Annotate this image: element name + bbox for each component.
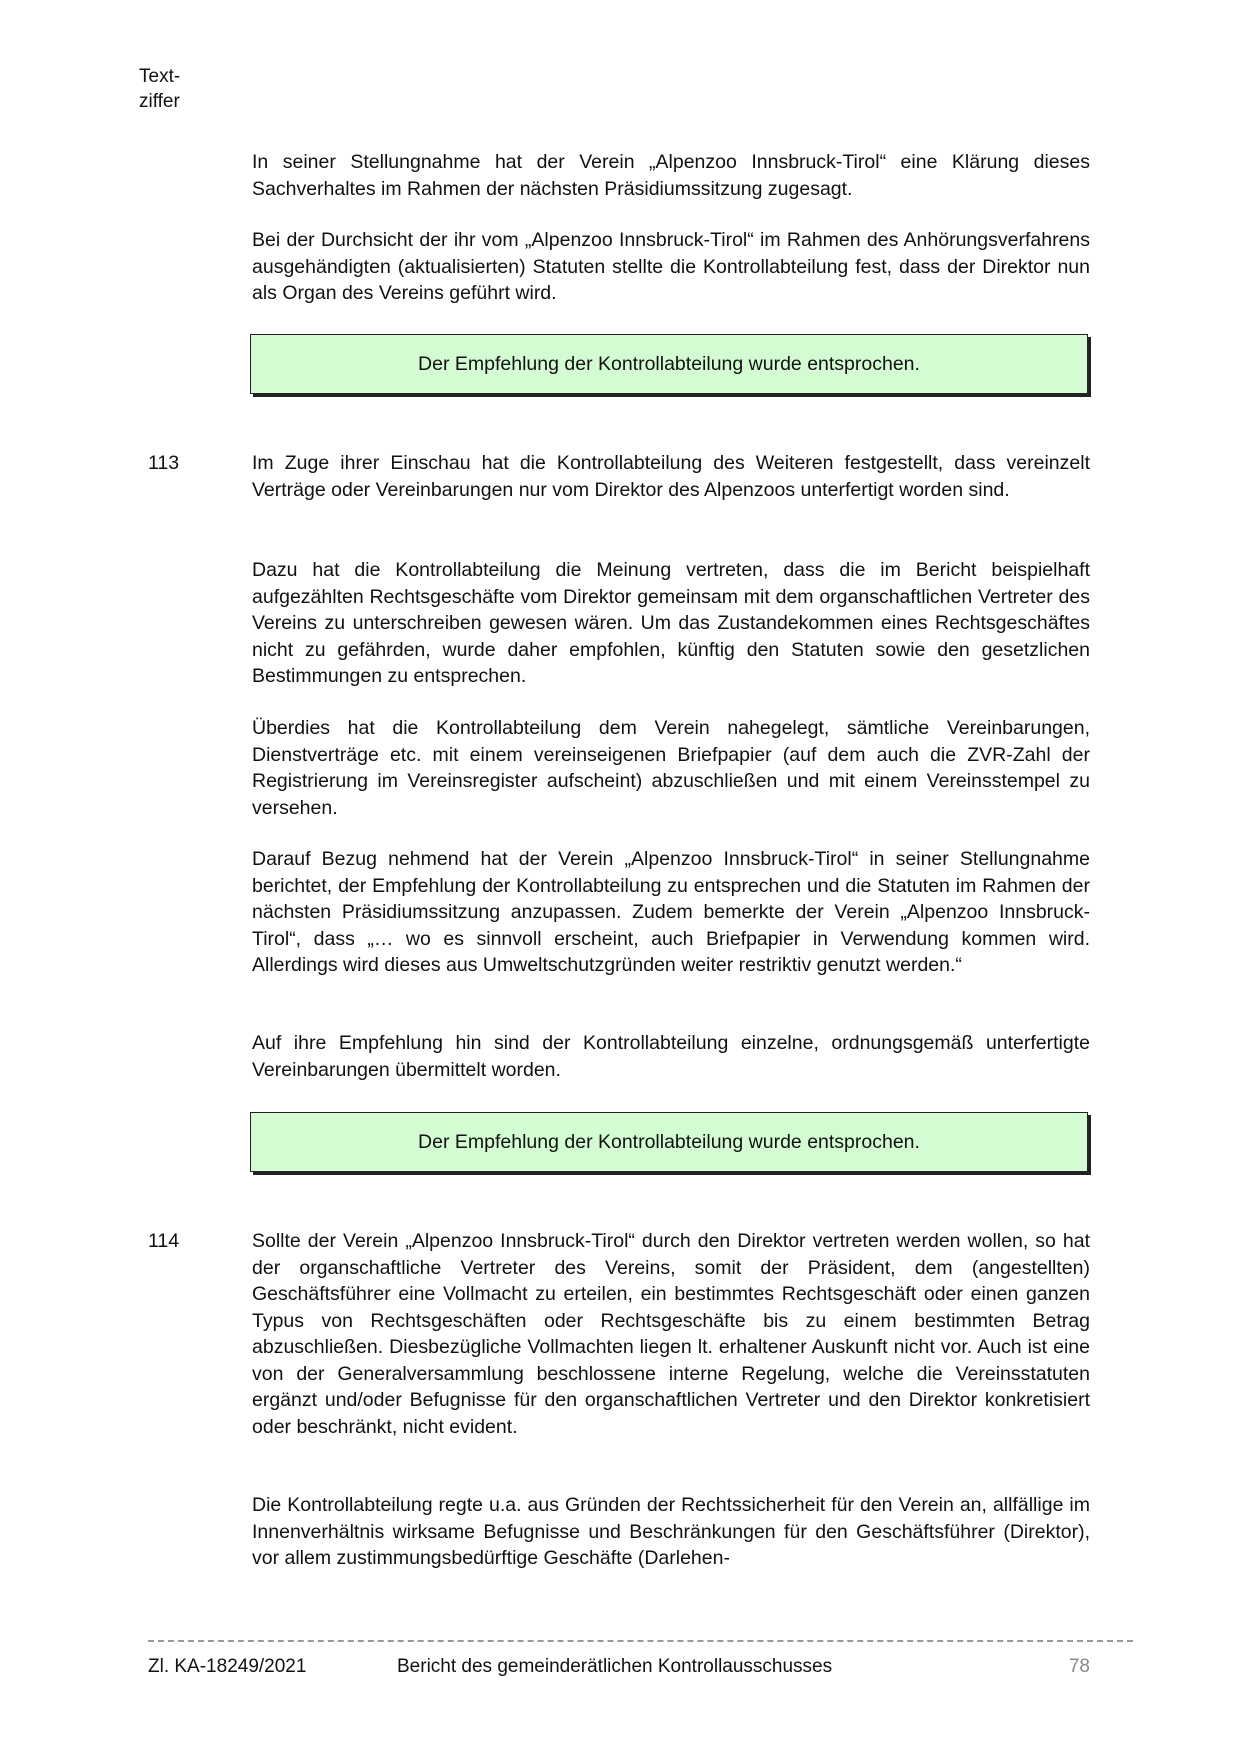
margin-label-line1: Text-	[139, 66, 181, 87]
paragraph: Darauf Bezug nehmend hat der Verein „Alpenzoo Innsbruck-Tirol“ in seiner Stellungnahme berichtet, der Empfehlung der Kontrollabteilung zu entsprechen und die Statuten im Rahmen der nächsten Präsidiumssitzung anzupassen. Zudem bemerkte der Verein „Alpenzoo Innsbruck-Tirol“, dass „… wo es sinnvoll erscheint, auch Briefpapier in Verwendung kommen wird. Allerdings wird dieses aus Umweltschutzgründen weiter restriktiv genutzt werden.“	[252, 848, 1090, 976]
page-number: 78	[1068, 1656, 1090, 1677]
margin-label-line2: ziffer	[139, 91, 180, 112]
recommendation-status-text: Der Empfehlung der Kontrollabteilung wurde entsprochen.	[418, 1130, 920, 1153]
recommendation-status-box	[250, 334, 1088, 394]
section-number: 113	[148, 452, 180, 474]
paragraph: Dazu hat die Kontrollabteilung die Meinung vertreten, dass die im Bericht beispielhaft aufgezählten Rechtsgeschäfte vom Direktor gemeinsam mit dem organschaftlichen Vertreter des Vereins zu unterschreiben gewesen wären. Um das Zustandekommen eines Rechtsgeschäftes nicht zu gefährden, wurde daher empfohlen, künftig den Statuten sowie den gesetzlichen Bestimmungen zu entsprechen.	[252, 559, 1090, 687]
recommendation-status-text: Der Empfehlung der Kontrollabteilung wurde entsprochen.	[418, 352, 920, 375]
paragraph: In seiner Stellungnahme hat der Verein „Alpenzoo Innsbruck-Tirol“ eine Klärung dieses Sachverhaltes im Rahmen der nächsten Präsidiumssitzung zugesagt.	[252, 151, 1090, 200]
paragraph: Im Zuge ihrer Einschau hat die Kontrollabteilung des Weiteren festgestellt, dass vereinzelt Verträge oder Vereinbarungen nur vom Direktor des Alpenzoos unterfertigt worden sind.	[252, 452, 1090, 501]
footer-title: Bericht des gemeinderätlichen Kontrollausschusses	[397, 1656, 833, 1677]
margin-label	[139, 64, 180, 114]
section-number: 114	[148, 1230, 180, 1252]
paragraph: Die Kontrollabteilung regte u.a. aus Gründen der Rechtssicherheit für den Verein an, allfällige im Innenverhältnis wirksame Befugnisse und Beschränkungen für den Geschäftsführer (Direktor), vor allem zustimmungsbedürftige Geschäfte (Darlehen-	[252, 1494, 1090, 1569]
paragraph: Bei der Durchsicht der ihr vom „Alpenzoo Innsbruck-Tirol“ im Rahmen des Anhörungsverfahrens ausgehändigten (aktualisierten) Statuten stellte die Kontrollabteilung fest, dass der Direktor nun als Organ des Vereins geführt wird.	[252, 229, 1090, 304]
paragraph: Sollte der Verein „Alpenzoo Innsbruck-Tirol“ durch den Direktor vertreten werden wollen, so hat der organschaftliche Vertreter des Vereins, somit der Präsident, dem (angestellten) Geschäftsführer eine Vollmacht zu erteilen, ein bestimmtes Rechtsgeschäft oder einen ganzen Typus von Rechtsgeschäften oder Rechtsgeschäfte bis zu einem bestimmten Betrag abzuschließen. Diesbezügliche Vollmachten liegen lt. erhaltener Auskunft nicht vor. Auch ist eine von der Generalversammlung beschlossene interne Regelung, welche die Vereinsstatuten ergänzt und/oder Befugnisse für den organschaftlichen Vertreter und den Direktor konkretisiert oder beschränkt, nicht evident.	[252, 1230, 1090, 1438]
paragraph: Auf ihre Empfehlung hin sind der Kontrollabteilung einzelne, ordnungsgemäß unterfertigte Vereinbarungen übermittelt worden.	[252, 1032, 1090, 1081]
footer-divider	[148, 1640, 1133, 1642]
footer-reference: Zl. KA-18249/2021	[148, 1656, 307, 1677]
paragraph: Überdies hat die Kontrollabteilung dem Verein nahegelegt, sämtliche Vereinbarungen, Dienstverträge etc. mit einem vereinseigenen Briefpapier (auf dem auch die ZVR-Zahl der Registrierung im Vereinsregister aufscheint) abzuschließen und mit einem Vereinsstempel zu versehen.	[252, 717, 1090, 819]
recommendation-status-box	[250, 1112, 1088, 1172]
